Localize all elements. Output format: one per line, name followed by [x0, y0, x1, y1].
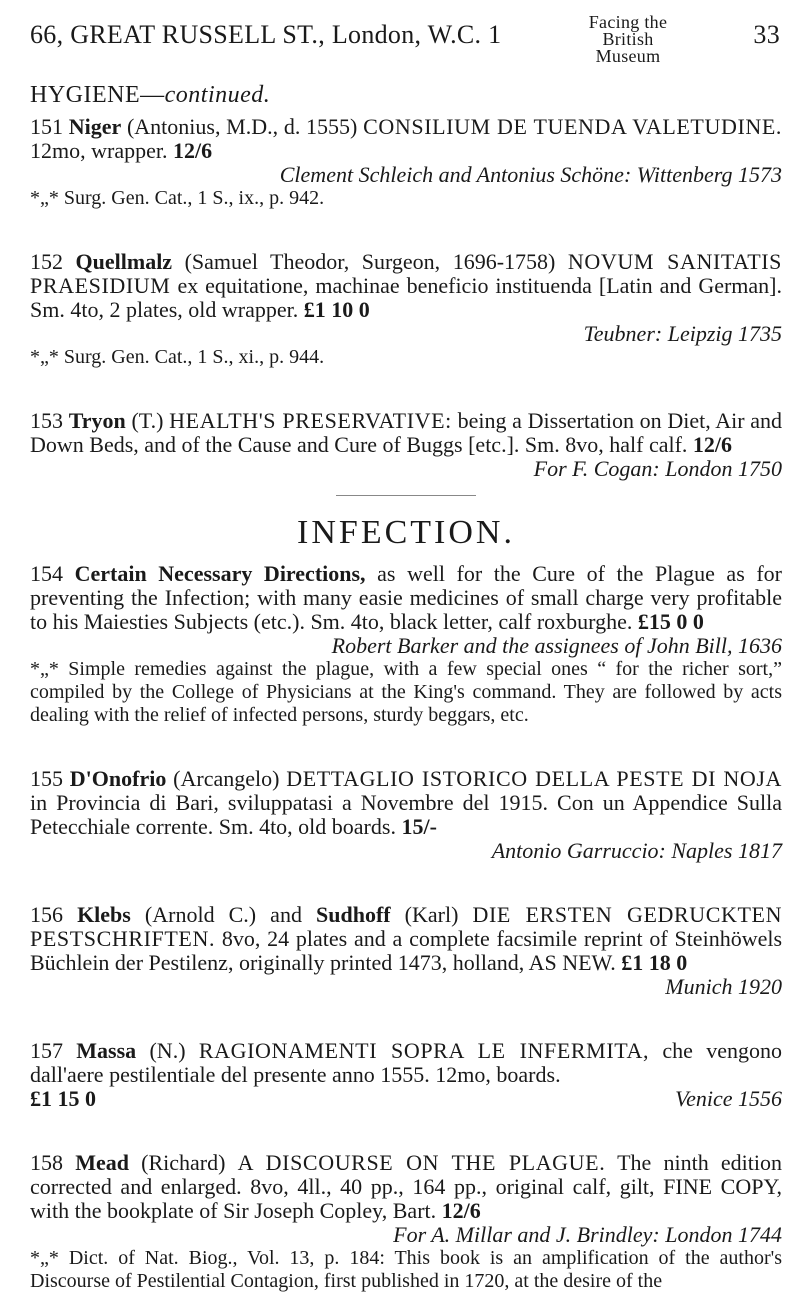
entry-imprint: For F. Cogan: London 1750	[533, 456, 782, 481]
entry-author: Klebs	[77, 902, 131, 927]
facing-label: Facing the	[588, 12, 668, 32]
catalogue-entry-153	[30, 409, 782, 481]
entry-author: Certain Necessary Directions,	[74, 561, 366, 586]
page-number: 33	[753, 20, 780, 49]
catalogue-entry-152	[30, 250, 782, 369]
entry-description: 8vo, 24 plates and a complete facsimile reprint of Steinhöwels Büchlein der Pestilenz, originally printed 1473, holland, AS NEW.	[30, 926, 783, 975]
entry-imprint: Antonio Garruccio: Naples 1817	[491, 838, 782, 863]
entry-title: NOVUM SANITATIS PRAESIDIUM	[30, 249, 782, 298]
entry-number: 155	[30, 766, 63, 791]
entry-price: £1 18 0	[621, 950, 688, 975]
entry-number: 152	[30, 249, 63, 274]
catalogue-entry-155	[30, 767, 782, 863]
entry-number: 158	[30, 1150, 63, 1175]
entry-description: in Provincia di Bari, sviluppatasi a Novembre del 1915. Con un Appendice Sulla Petecchiale corrente. Sm. 4to, old boards.	[30, 790, 782, 839]
entry-price: 15/-	[401, 814, 437, 839]
entry-author-detail: (Antonius, M.D., d. 1555)	[126, 114, 358, 139]
page-header	[30, 10, 782, 66]
catalogue-entry-154	[30, 562, 782, 727]
entry-description: being a Dissertation on Diet, Air and Down Beds, and of the Cause and Cure of Buggs [etc.]. Sm. 8vo, half calf.	[30, 408, 783, 457]
entry-author-detail: (Richard)	[141, 1150, 226, 1175]
entry-price: 12/6	[172, 138, 213, 163]
catalogue-entry-156	[30, 903, 782, 999]
entry-note: *„* Dict. of Nat. Biog., Vol. 13, p. 184: This book is an amplification of the author's Discourse of Pestilential Contagion, first published in 1720, at the desire of the	[30, 1247, 782, 1292]
entry-author-detail: (Arnold C.) and	[144, 902, 302, 927]
entry-imprint: For A. Millar and J. Brindley: London 1744	[393, 1222, 782, 1247]
entry-number: 154	[30, 561, 63, 586]
entry-note: *„* Surg. Gen. Cat., 1 S., ix., p. 942.	[30, 187, 325, 209]
entry-description: ex equitatione, machinae beneficio instituenda [Latin and German]. Sm. 4to, 2 plates, old wrapper.	[30, 273, 782, 322]
section-suffix: continued.	[164, 82, 271, 108]
entry-author: Mead	[75, 1150, 129, 1175]
header-facing	[573, 14, 683, 65]
entry-author: Niger	[68, 114, 122, 139]
entry-title: A DISCOURSE ON THE PLAGUE.	[237, 1150, 606, 1175]
entry-note: *„* Simple remedies against the plague, with a few special ones “ for the richer sort,” compiled by the College of Physicians at the King's command. They are followed by acts dealing with the relief of infected persons, sturdy beggars, etc.	[30, 658, 782, 726]
entry-description: che vengono dall'aere pestilentiale del presente anno 1555. 12mo, boards.	[30, 1038, 782, 1087]
entry-imprint: Clement Schleich and Antonius Schöne: Wittenberg 1573	[279, 162, 782, 187]
entry-second-author: Sudhoff	[316, 902, 391, 927]
entry-author-detail: (N.)	[149, 1038, 186, 1063]
header-address: 66, GREAT RUSSELL ST., London, W.C. 1	[30, 20, 502, 49]
museum-label: British Museum	[595, 29, 661, 66]
entry-number: 153	[30, 408, 63, 433]
entry-author-detail: (Samuel Theodor, Surgeon, 1696-1758)	[184, 249, 556, 274]
entry-title: DIE ERSTEN GEDRUCKTEN PESTSCHRIFTEN.	[30, 902, 783, 951]
entry-price: £1 15 0	[30, 1086, 96, 1111]
entry-number: 157	[30, 1038, 63, 1063]
entry-imprint: Munich 1920	[665, 974, 782, 999]
entry-price: £1 10 0	[303, 297, 370, 322]
catalogue-entry-151	[30, 115, 782, 210]
entry-author: Quellmalz	[75, 249, 173, 274]
catalogue-entry-157	[30, 1039, 782, 1111]
entry-second-author-detail: (Karl)	[404, 902, 459, 927]
entry-title: HEALTH'S PRESERVATIVE:	[169, 408, 452, 433]
entry-author: Massa	[76, 1038, 137, 1063]
entry-title: DETTAGLIO ISTORICO DELLA PESTE DI NOJA	[286, 766, 783, 791]
section-continued-heading	[30, 82, 782, 109]
entry-number: 156	[30, 902, 63, 927]
entry-price: 12/6	[441, 1198, 481, 1223]
section-heading-infection: INFECTION.	[297, 514, 515, 551]
entry-author-detail: (Arcangelo)	[173, 766, 280, 791]
entry-title: CONSILIUM DE TUENDA VALETUDINE.	[363, 114, 783, 139]
entry-description: as well for the Cure of the Plague as for preventing the Infection; with many easie medicines of small charge very profitable to his Maiesties Subjects (etc.). Sm. 4to, black letter, calf roxburghe.	[30, 561, 783, 634]
entry-imprint: Teubner: Leipzig 1735	[583, 321, 782, 346]
entry-description: 12mo, wrapper.	[30, 138, 168, 163]
entry-author: D'Onofrio	[69, 766, 167, 791]
entry-note: *„* Surg. Gen. Cat., 1 S., xi., p. 944.	[30, 346, 325, 368]
entry-description: The ninth edition corrected and enlarged. 8vo, 4ll., 40 pp., 164 pp., original calf, gilt, FINE COPY, with the bookplate of Sir Joseph Copley, Bart.	[30, 1150, 783, 1223]
entry-title: RAGIONAMENTI SOPRA LE INFERMITA,	[198, 1038, 650, 1063]
entry-imprint: Robert Barker and the assignees of John Bill, 1636	[331, 633, 782, 658]
entry-author-detail: (T.)	[131, 408, 164, 433]
entry-imprint: Venice 1556	[675, 1086, 782, 1111]
section-name: HYGIENE—	[30, 82, 165, 108]
entry-number: 151	[30, 114, 63, 139]
entry-price: 12/6	[692, 432, 733, 457]
entry-price: £15 0 0	[637, 609, 704, 634]
entry-author: Tryon	[68, 408, 126, 433]
section-divider	[336, 495, 476, 496]
